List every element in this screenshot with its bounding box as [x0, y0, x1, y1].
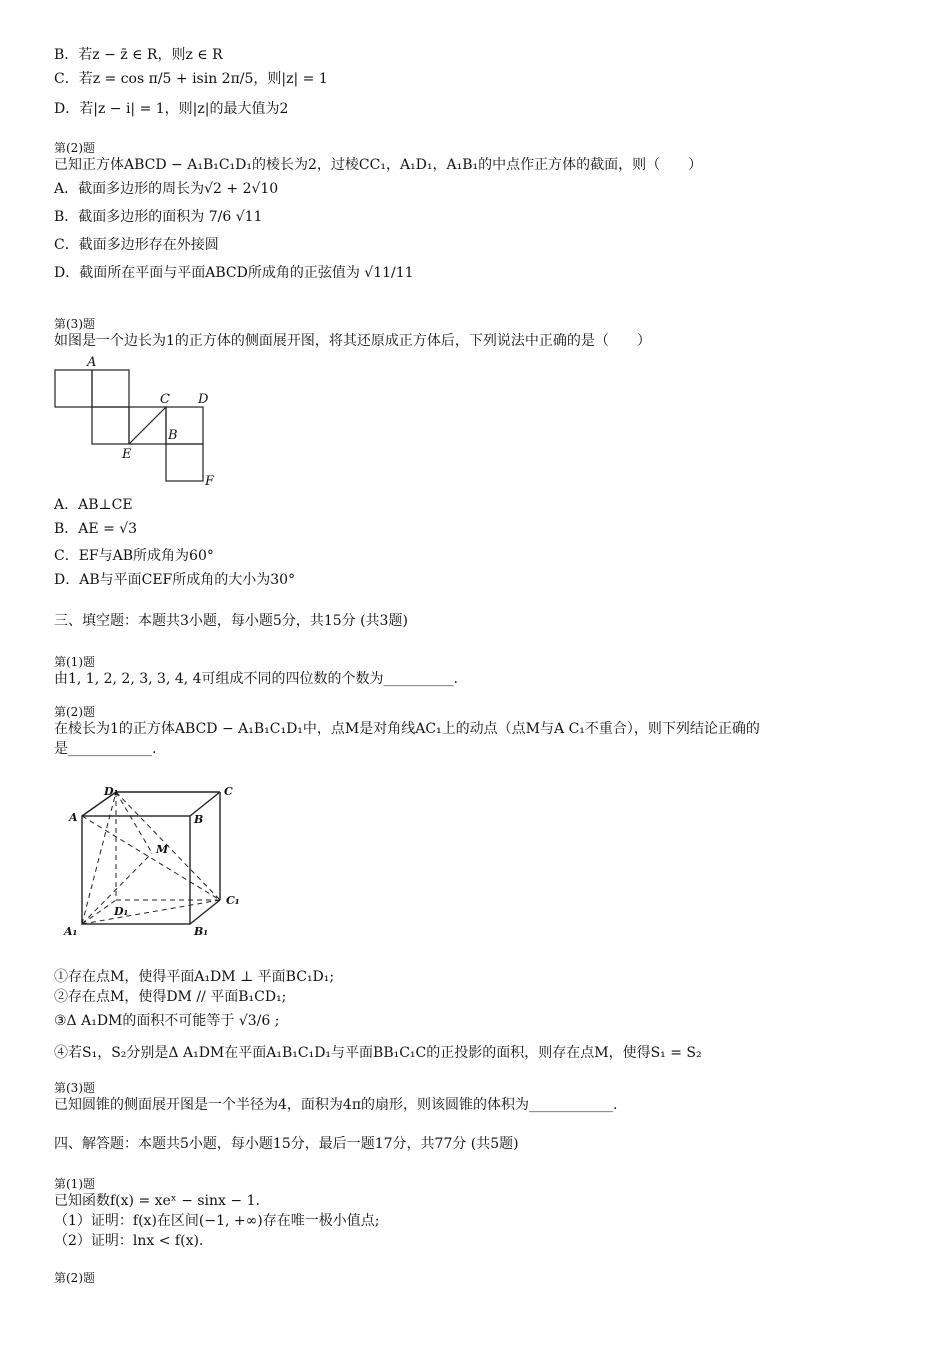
label-f: F — [205, 474, 215, 489]
question-header: 第(3)题 — [54, 1081, 95, 1095]
question-text: 已知圆锥的侧面展开图是一个半径为4，面积为4π的扇形，则该圆锥的体积为____________. — [54, 1097, 618, 1113]
section-title: 四、解答题：本题共5小题，每小题15分，最后一题17分，共77分 (共5题) — [54, 1136, 519, 1152]
option-c: C．截面多边形存在外接圆 — [54, 237, 219, 253]
segment-dm — [116, 792, 152, 853]
statement-3: ③Δ A₁DM的面积不可能等于 √3/6 ; — [54, 1013, 280, 1029]
option-c: C．EF与AB所成角为60° — [54, 548, 214, 564]
cube-edge — [190, 900, 220, 924]
question-text: 在棱长为1的正方体ABCD − A₁B₁C₁D₁中，点M是对角线AC₁上的动点（点M与A C₁不重合），则下列结论正确的 — [54, 721, 760, 737]
label-m: M — [156, 843, 169, 856]
question-text-cont: 是____________. — [54, 741, 157, 757]
option-d: D．若|z − i| = 1，则|z|的最大值为2 — [54, 101, 289, 117]
label-a: A — [87, 355, 97, 370]
option-a: A．AB⊥CE — [54, 497, 133, 513]
statement-1: ①存在点M，使得平面A₁DM ⊥ 平面BC₁D₁; — [54, 969, 335, 985]
diagonal-ac1 — [82, 816, 220, 900]
option-d: D．AB与平面CEF所成角的大小为30° — [54, 572, 296, 588]
statement-4: ④若S₁，S₂分别是Δ A₁DM在平面A₁B₁C₁D₁与平面BB₁C₁C的正投影的面积，则存在点M，使得S₁ = S₂ — [54, 1045, 702, 1061]
cube-net-figure — [50, 350, 230, 490]
question-header: 第(2)题 — [54, 705, 95, 719]
question-header: 第(3)题 — [54, 317, 95, 331]
net-square — [55, 370, 92, 407]
net-diagonal — [129, 407, 166, 444]
net-square — [92, 407, 129, 444]
question-header: 第(1)题 — [54, 655, 95, 669]
question-part-1: （1）证明：f(x)在区间(−1, +∞)存在唯一极小值点; — [54, 1213, 380, 1229]
question-stem: 如图是一个边长为1的正方体的侧面展开图，将其还原成正方体后，下列说法中正确的是（ ） — [54, 333, 651, 349]
option-a: A．截面多边形的周长为√2 + 2√10 — [54, 181, 279, 197]
option-b: B．AE = √3 — [54, 521, 138, 537]
net-square — [166, 444, 203, 481]
question-header: 第(2)题 — [54, 141, 95, 155]
question-stem: 已知函数f(x) = xeˣ − sinx − 1. — [54, 1193, 260, 1209]
option-b: B．若z − z̄ ∈ R，则z ∈ R — [54, 47, 223, 63]
question-stem: 已知正方体ABCD − A₁B₁C₁D₁的棱长为2，过棱CC₁，A₁D₁，A₁B₁的中点作正方体的截面，则（ ） — [54, 157, 703, 173]
question-header: 第(2)题 — [54, 1271, 95, 1285]
label-c1: C₁ — [226, 894, 240, 907]
option-b: B．截面多边形的面积为 7/6 √11 — [54, 209, 263, 225]
label-d: D — [198, 392, 209, 407]
question-text: 由1, 1, 2, 2, 3, 3, 4, 4可组成不同的四位数的个数为__________. — [54, 671, 459, 687]
net-square — [92, 370, 129, 407]
option-d: D．截面所在平面与平面ABCD所成角的正弦值为 √11/11 — [54, 265, 414, 281]
question-header: 第(1)题 — [54, 1177, 95, 1191]
label-b: B — [194, 813, 204, 826]
question-part-2: （2）证明：lnx < f(x). — [54, 1233, 204, 1249]
label-a1: A₁ — [64, 925, 78, 938]
label-b1: B₁ — [194, 925, 209, 938]
section-title: 三、填空题：本题共3小题，每小题5分，共15分 (共3题) — [54, 613, 408, 629]
label-d1-mid: D₁ — [114, 905, 129, 918]
label-e: E — [122, 447, 132, 462]
option-c: C．若z = cos π/5 + isin 2π/5，则|z| = 1 — [54, 71, 328, 87]
label-a: A — [69, 811, 78, 824]
label-c: C — [224, 785, 233, 798]
label-b: B — [168, 428, 178, 443]
label-d1-top: D₁ — [104, 785, 119, 798]
label-c: C — [160, 392, 170, 407]
cube-figure — [60, 778, 260, 943]
statement-2: ②存在点M，使得DM // 平面B₁CD₁; — [54, 989, 287, 1005]
